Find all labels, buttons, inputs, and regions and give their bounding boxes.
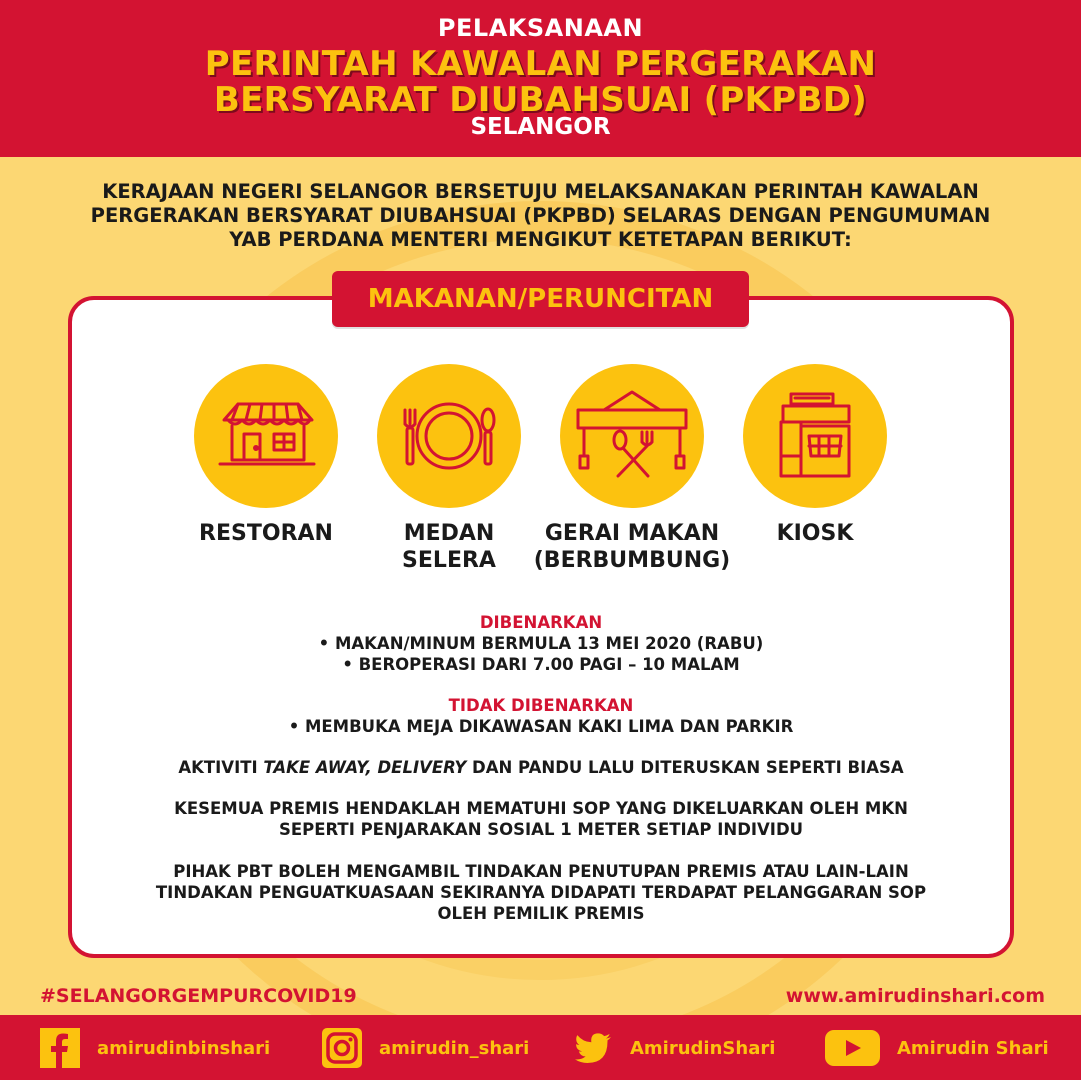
restaurant-icon (194, 364, 338, 508)
hashtag: #SELANGORGEMPURCOVID19 (40, 985, 357, 1007)
instagram-handle: amirudin_shari (379, 1037, 530, 1059)
social-twitter[interactable] (573, 1028, 775, 1068)
social-youtube[interactable] (825, 1028, 1049, 1068)
sop-note-line-1: KESEMUA PREMIS HENDAKLAH MEMATUHI SOP YANG DIKELUARKAN OLEH MKN (174, 799, 908, 818)
social-instagram[interactable] (322, 1028, 529, 1068)
header-title-line-2: BERSYARAT DIUBAHSUAI (PKPBD) (213, 80, 868, 120)
allowed-item: • BEROPERASI DARI 7.00 PAGI – 10 MALAM (342, 655, 740, 674)
pbt-note-line-1: PIHAK PBT BOLEH MENGAMBIL TINDAKAN PENUTUPAN PREMIS ATAU LAIN-LAIN (173, 862, 909, 881)
allowed-heading: DIBENARKAN (479, 613, 603, 632)
activity-note: AKTIVITI TAKE AWAY, DELIVERY DAN PANDU LALU DITERUSKAN SEPERTI BIASA (178, 758, 904, 777)
food-stall-icon (560, 364, 704, 508)
youtube-icon (825, 1028, 880, 1068)
not-allowed-heading: TIDAK DIBENARKAN (448, 696, 634, 715)
category-label-medan-selera: MEDAN SELERA (402, 521, 496, 573)
website-link[interactable]: www.amirudinshari.com (785, 985, 1045, 1007)
allowed-item: • MAKAN/MINUM BERMULA 13 MEI 2020 (RABU) (318, 634, 764, 653)
pbt-note-line-2: TINDAKAN PENGUATKUASAAN SEKIRANYA DIDAPATI TERDAPAT PELANGGARAN SOP (155, 883, 927, 902)
twitter-handle: AmirudinShari (630, 1037, 776, 1059)
intro-line-2: PERGERAKAN BERSYARAT DIUBAHSUAI (PKPBD) SELARAS DENGAN PENGUMUMAN (90, 204, 991, 227)
pbt-note-line-3: OLEH PEMILIK PREMIS (437, 904, 645, 923)
not-allowed-item: • MEMBUKA MEJA DIKAWASAN KAKI LIMA DAN PARKIR (288, 717, 794, 736)
category-label-kiosk: KIOSK (776, 521, 854, 546)
header-title-line-1: PERINTAH KAWALAN PERGERAKAN (204, 44, 877, 84)
plate-cutlery-icon (377, 364, 521, 508)
sop-note-line-2: SEPERTI PENJARAKAN SOSIAL 1 METER SETIAP INDIVIDU (278, 820, 804, 839)
section-title: MAKANAN/PERUNCITAN (332, 271, 749, 327)
youtube-handle: Amirudin Shari (897, 1037, 1049, 1059)
category-label-restoran: RESTORAN (199, 521, 333, 546)
social-footer (0, 1015, 1081, 1080)
twitter-icon (573, 1028, 613, 1068)
facebook-icon (40, 1028, 80, 1068)
header-banner (0, 0, 1081, 157)
kiosk-icon (743, 364, 887, 508)
category-label-gerai-makan: GERAI MAKAN (BERBUMBUNG) (533, 521, 731, 573)
intro-line-3: YAB PERDANA MENTERI MENGIKUT KETETAPAN BERIKUT: (229, 228, 852, 251)
header-post-title: SELANGOR (470, 114, 611, 140)
instagram-icon (322, 1028, 362, 1068)
intro-line-1: KERAJAAN NEGERI SELANGOR BERSETUJU MELAKSANAKAN PERINTAH KAWALAN (102, 180, 979, 203)
facebook-handle: amirudinbinshari (97, 1037, 271, 1059)
social-facebook[interactable] (40, 1028, 270, 1068)
intro-text (60, 180, 1021, 252)
header-pre-title: PELAKSANAAN (437, 14, 644, 42)
